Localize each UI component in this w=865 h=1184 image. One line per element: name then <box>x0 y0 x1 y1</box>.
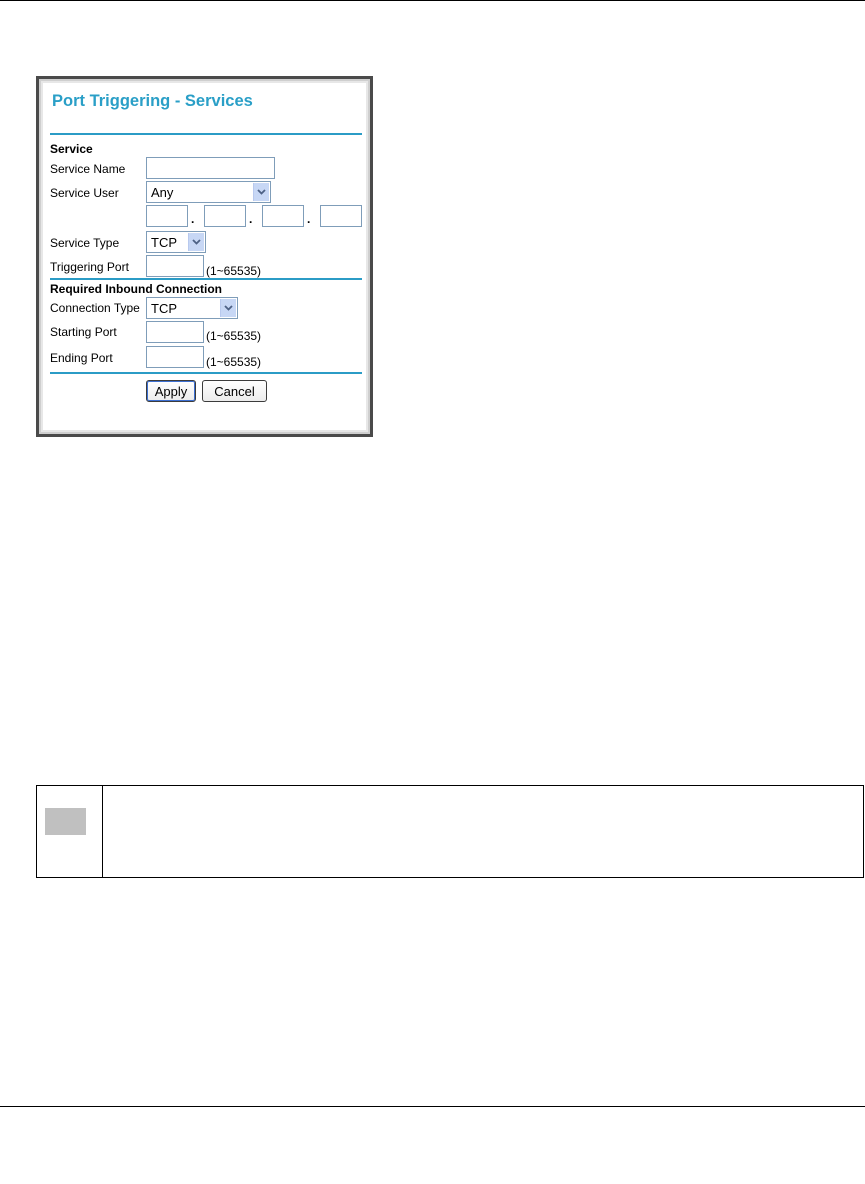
service-user-label: Service User <box>50 186 119 200</box>
note-icon <box>45 808 86 835</box>
service-type-label: Service Type <box>50 236 120 250</box>
ip-separator: . <box>249 212 253 226</box>
note-box <box>36 785 864 878</box>
service-section-heading: Service <box>50 142 93 156</box>
starting-port-label: Starting Port <box>50 325 117 339</box>
panel-title: Port Triggering - Services <box>52 92 253 110</box>
triggering-port-label: Triggering Port <box>50 260 129 274</box>
ip-octet-3-input[interactable] <box>262 205 304 227</box>
triggering-port-range-hint: (1~65535) <box>206 264 262 278</box>
ip-separator: . <box>191 212 195 226</box>
ip-octet-2-input[interactable] <box>204 205 246 227</box>
connection-type-select[interactable] <box>146 297 238 319</box>
ending-port-range-hint: (1~65535) <box>206 355 262 369</box>
apply-button[interactable]: Apply <box>146 380 196 402</box>
page-top-rule <box>0 0 865 1</box>
note-divider <box>102 786 103 877</box>
ending-port-input[interactable] <box>146 346 204 368</box>
triggering-port-input[interactable] <box>146 255 204 277</box>
section-divider <box>50 278 362 280</box>
service-type-select[interactable] <box>146 231 206 253</box>
chevron-down-icon[interactable] <box>253 183 269 201</box>
connection-type-label: Connection Type <box>50 301 140 315</box>
service-type-value: TCP <box>151 235 177 250</box>
service-name-input[interactable] <box>146 157 275 179</box>
page-bottom-rule <box>0 1106 865 1107</box>
buttons-divider <box>50 372 362 374</box>
ip-octet-4-input[interactable] <box>320 205 362 227</box>
ending-port-label: Ending Port <box>50 351 113 365</box>
chevron-down-icon[interactable] <box>220 299 236 317</box>
service-name-label: Service Name <box>50 162 126 176</box>
starting-port-input[interactable] <box>146 321 204 343</box>
port-triggering-services-panel <box>36 76 373 437</box>
connection-type-value: TCP <box>151 301 177 316</box>
ip-octet-1-input[interactable] <box>146 205 188 227</box>
service-user-select[interactable] <box>146 181 271 203</box>
chevron-down-icon[interactable] <box>188 233 204 251</box>
ip-separator: . <box>307 212 311 226</box>
title-divider <box>50 133 362 135</box>
inbound-section-heading: Required Inbound Connection <box>50 282 222 296</box>
starting-port-range-hint: (1~65535) <box>206 329 262 343</box>
cancel-button[interactable]: Cancel <box>202 380 267 402</box>
service-user-value: Any <box>151 185 174 200</box>
